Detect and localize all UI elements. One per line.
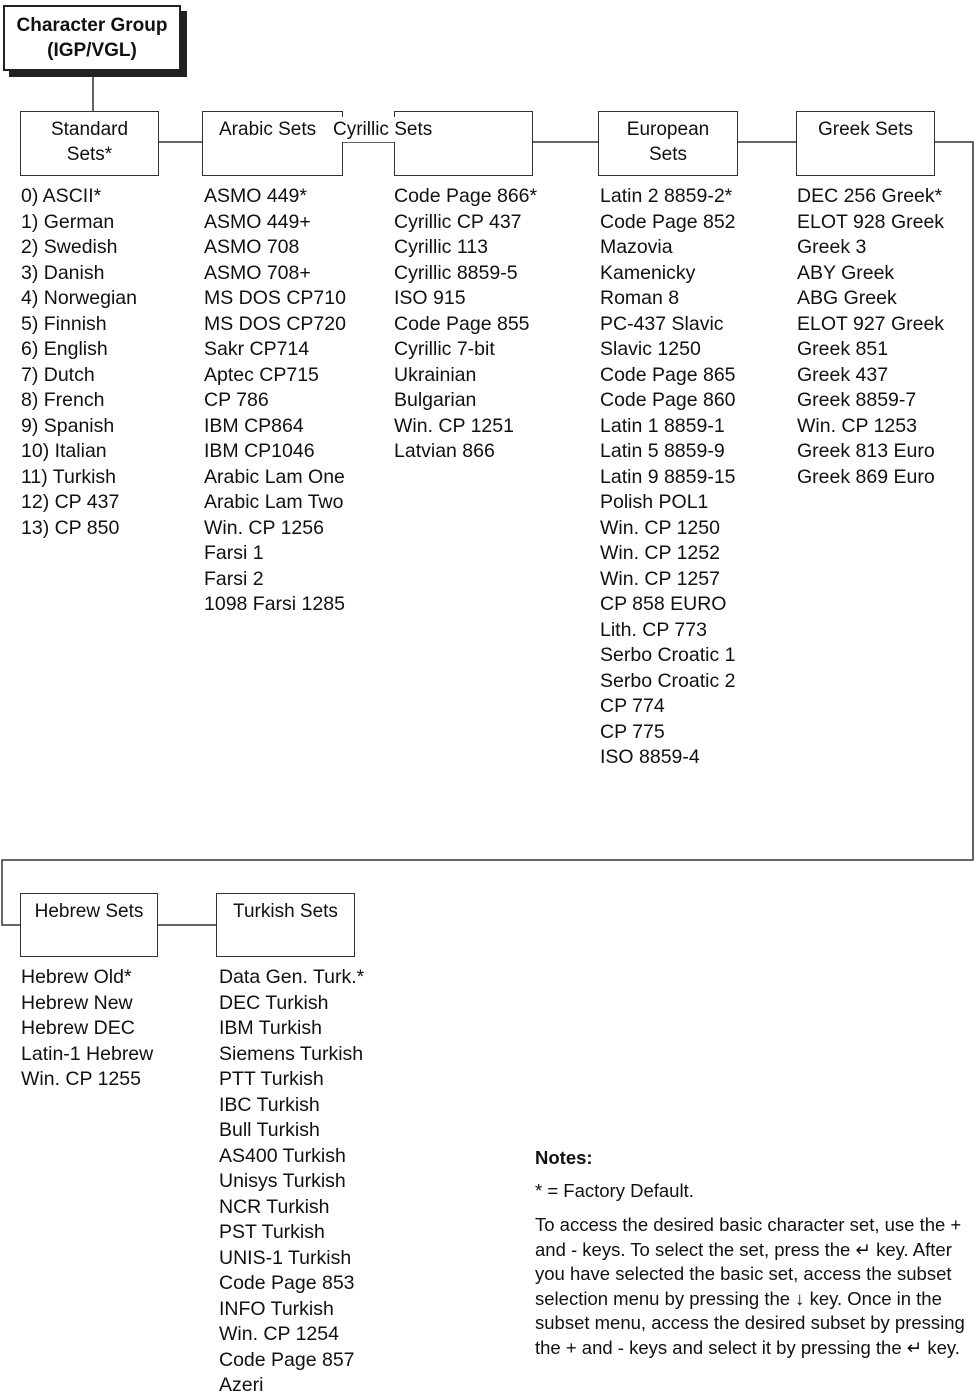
european-sets-list	[600, 184, 736, 771]
list-item: Code Page 866*	[394, 185, 538, 207]
list-item: IBM CP864	[204, 414, 304, 437]
list-item: Cyrillic 7-bit	[394, 338, 495, 360]
list-item: ASMO 708+	[204, 261, 311, 284]
list-item: ASMO 449+	[204, 210, 311, 233]
notes-section	[535, 1146, 970, 1370]
list-item: Latvian 866	[394, 440, 495, 462]
list-item: ISO 915	[394, 287, 466, 309]
list-item: Win. CP 1255	[21, 1068, 141, 1090]
notes-instructions: To access the desired basic character set, use the + and - keys. To select the set, press the ↵ key. After you have selected the basic set, access the subset selection menu by pressing the ↓ key. Once in the subset menu, access the desired subset by pressing the + and - keys and select it by pressing the ↵ key.	[535, 1214, 965, 1358]
notes-factory-default: * = Factory Default.	[535, 1179, 694, 1201]
group-title: Greek Sets	[817, 119, 914, 140]
list-item: NCR Turkish	[219, 1195, 330, 1218]
turkish-sets-box	[216, 893, 355, 957]
list-item: Serbo Croatic 1	[600, 644, 736, 666]
list-item: INFO Turkish	[219, 1297, 334, 1320]
list-item: Cyrillic 113	[394, 236, 488, 258]
list-item: Code Page 860	[600, 389, 736, 411]
list-item: Greek 869 Euro	[797, 465, 935, 488]
list-item: IBM Turkish	[219, 1017, 322, 1039]
list-item: 13) CP 850	[21, 516, 120, 539]
list-item: Bull Turkish	[219, 1119, 320, 1141]
list-item: DEC 256 Greek*	[797, 185, 943, 207]
list-item: Code Page 853	[219, 1272, 355, 1294]
greek-sets-list	[797, 184, 944, 490]
list-item: Code Page 852	[600, 210, 736, 233]
list-item: Greek 437	[797, 363, 889, 386]
list-item: Aptec CP715	[204, 363, 319, 386]
greek-sets-box	[796, 111, 935, 176]
list-item: Win. CP 1250	[600, 516, 720, 539]
list-item: PC-437 Slavic	[600, 312, 724, 335]
list-item: Farsi 1	[204, 542, 264, 564]
list-item: Code Page 857	[219, 1348, 355, 1371]
list-item: IBC Turkish	[219, 1093, 320, 1116]
list-item: 3) Danish	[21, 261, 105, 284]
list-item: Siemens Turkish	[219, 1042, 364, 1065]
list-item: Arabic Lam Two	[204, 491, 344, 513]
list-item: 4) Norwegian	[21, 287, 137, 309]
list-item: 10) Italian	[21, 440, 107, 462]
root-label: Character Group (IGP/VGL)	[16, 15, 168, 61]
list-item: ABG Greek	[797, 287, 897, 309]
list-item: 6) English	[21, 338, 108, 360]
arabic-sets-list	[204, 184, 346, 618]
list-item: Lith. CP 773	[600, 618, 707, 641]
list-item: Hebrew DEC	[21, 1017, 135, 1039]
list-item: ISO 8859-4	[600, 746, 700, 768]
list-item: AS400 Turkish	[219, 1144, 346, 1167]
list-item: Latin 9 8859-15	[600, 465, 736, 488]
list-item: 11) Turkish	[21, 465, 117, 488]
list-item: Cyrillic 8859-5	[394, 261, 518, 284]
list-item: Kamenicky	[600, 261, 696, 284]
list-item: Farsi 2	[204, 567, 264, 590]
list-item: Latin 1 8859-1	[600, 414, 725, 437]
list-item: Arabic Lam One	[204, 465, 345, 488]
list-item: 2) Swedish	[21, 236, 118, 258]
list-item: ELOT 927 Greek	[797, 312, 945, 335]
list-item: DEC Turkish	[219, 991, 329, 1014]
list-item: 1) German	[21, 210, 115, 233]
group-title: Cyrillic Sets	[333, 119, 433, 140]
list-item: ASMO 708	[204, 236, 300, 258]
list-item: CP 774	[600, 695, 665, 717]
arabic-sets-box	[202, 111, 343, 176]
list-item: ELOT 928 Greek	[797, 210, 945, 233]
list-item: Polish POL1	[600, 491, 709, 513]
list-item: 0) ASCII*	[21, 185, 102, 207]
list-item: Hebrew Old*	[21, 966, 132, 988]
list-item: Code Page 865	[600, 363, 736, 386]
list-item: ASMO 449*	[204, 185, 307, 207]
list-item: Greek 813 Euro	[797, 440, 935, 462]
notes-heading: Notes:	[535, 1147, 593, 1168]
list-item: Win. CP 1256	[204, 516, 324, 539]
list-item: Win. CP 1254	[219, 1323, 339, 1345]
list-item: CP 786	[204, 389, 269, 411]
list-item: Bulgarian	[394, 389, 477, 411]
cyrillic-sets-box	[333, 111, 533, 176]
list-item: Roman 8	[600, 287, 680, 309]
list-item: Azeri	[219, 1374, 264, 1396]
group-title: Standard Sets*	[50, 119, 129, 165]
list-item: Data Gen. Turk.*	[219, 966, 365, 988]
list-item: Latin 2 8859-2*	[600, 185, 733, 207]
list-item: Win. CP 1253	[797, 414, 917, 437]
standard-sets-box	[20, 111, 159, 176]
list-item: 1098 Farsi 1285	[204, 593, 345, 615]
list-item: 7) Dutch	[21, 363, 95, 386]
list-item: Serbo Croatic 2	[600, 669, 736, 692]
list-item: 8) French	[21, 389, 105, 411]
list-item: CP 775	[600, 720, 665, 743]
list-item: Greek 851	[797, 338, 889, 360]
list-item: CP 858 EURO	[600, 593, 727, 615]
list-item: Mazovia	[600, 236, 673, 258]
list-item: ABY Greek	[797, 261, 895, 284]
list-item: IBM CP1046	[204, 440, 315, 462]
list-item: Unisys Turkish	[219, 1170, 346, 1192]
group-title: Hebrew Sets	[34, 901, 144, 922]
list-item: Ukrainian	[394, 363, 477, 386]
group-title: Arabic Sets	[219, 119, 317, 140]
list-item: PST Turkish	[219, 1221, 325, 1243]
list-item: Sakr CP714	[204, 338, 310, 360]
hebrew-sets-box	[20, 893, 158, 957]
group-title: Turkish Sets	[233, 901, 338, 922]
list-item: Cyrillic CP 437	[394, 210, 522, 233]
character-group-root	[3, 5, 181, 71]
european-sets-box	[598, 111, 738, 176]
hebrew-sets-list	[21, 965, 153, 1093]
list-item: UNIS-1 Turkish	[219, 1246, 352, 1269]
list-item: PTT Turkish	[219, 1068, 324, 1090]
list-item: Win. CP 1251	[394, 414, 514, 437]
list-item: 5) Finnish	[21, 312, 107, 335]
list-item: MS DOS CP710	[204, 287, 346, 309]
list-item: Hebrew New	[21, 991, 133, 1014]
turkish-sets-list	[219, 965, 364, 1399]
list-item: Win. CP 1257	[600, 567, 720, 590]
standard-sets-list	[21, 184, 137, 541]
list-item: Greek 3	[797, 236, 867, 258]
list-item: Greek 8859-7	[797, 389, 917, 411]
list-item: Latin 5 8859-9	[600, 440, 725, 462]
list-item: Slavic 1250	[600, 338, 701, 360]
group-title: European Sets	[626, 119, 710, 165]
list-item: MS DOS CP720	[204, 312, 346, 335]
list-item: Latin-1 Hebrew	[21, 1042, 154, 1065]
list-item: 12) CP 437	[21, 491, 120, 513]
list-item: Win. CP 1252	[600, 542, 720, 564]
list-item: Code Page 855	[394, 312, 530, 335]
cyrillic-sets-list	[394, 184, 537, 465]
list-item: 9) Spanish	[21, 414, 115, 437]
